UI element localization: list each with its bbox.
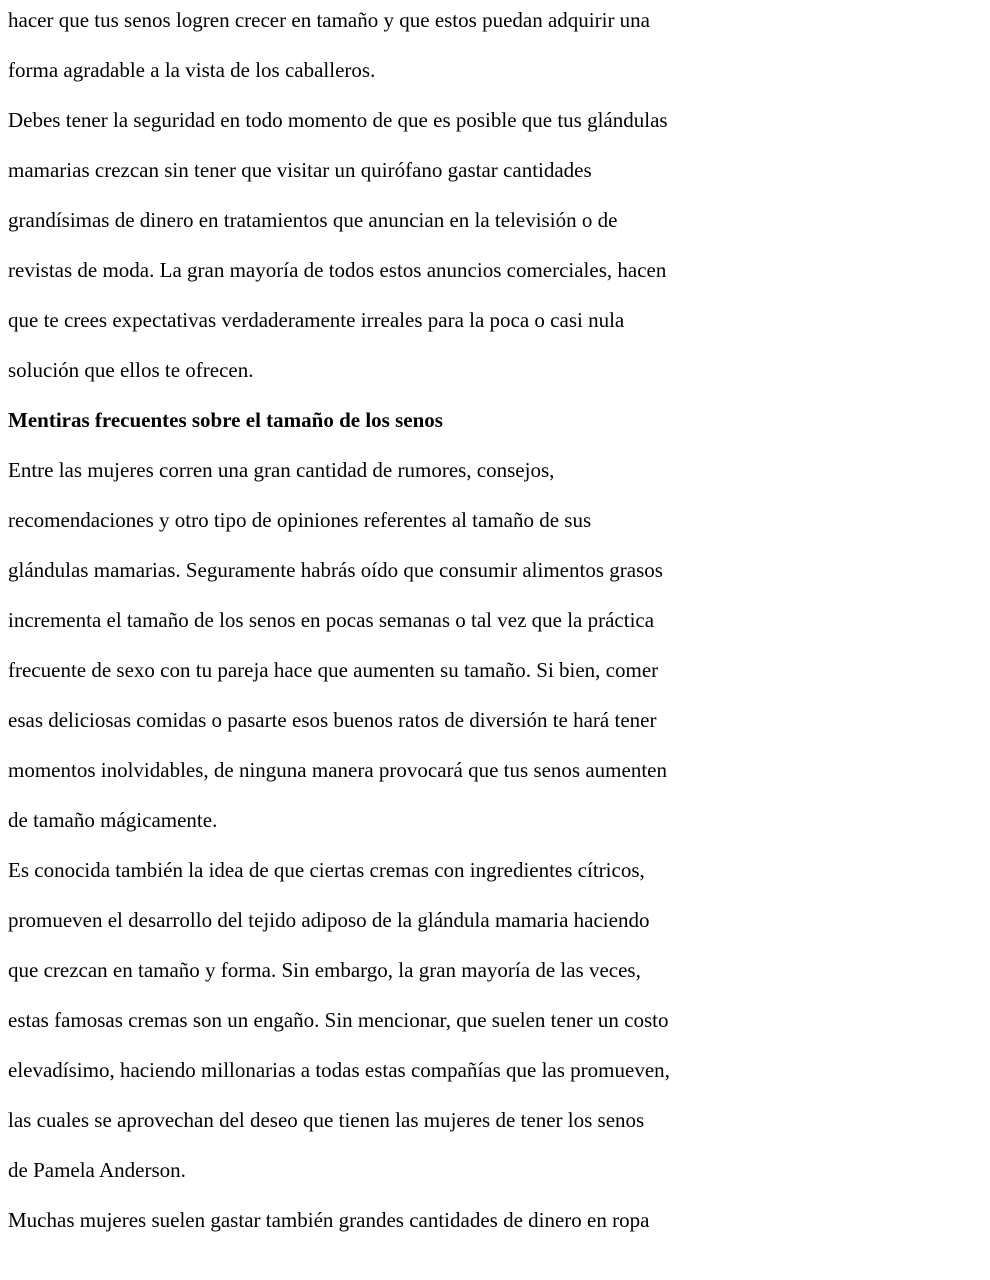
document-page <box>8 0 983 1250</box>
text-line: incrementa el tamaño de los senos en pocas semanas o tal vez que la práctica <box>8 608 655 632</box>
text-line: elevadísimo, haciendo millonarias a todas estas compañías que las promueven, <box>8 1058 670 1082</box>
text-line: hacer que tus senos logren crecer en tamaño y que estos puedan adquirir una <box>8 8 651 32</box>
text-line: frecuente de sexo con tu pareja hace que aumenten su tamaño. Si bien, comer <box>8 658 659 682</box>
paragraph <box>8 1200 983 1250</box>
text-line: Es conocida también la idea de que ciertas cremas con ingredientes cítricos, <box>8 858 645 882</box>
text-line: que te crees expectativas verdaderamente irreales para la poca o casi nula <box>8 308 625 332</box>
section-heading-text: Mentiras frecuentes sobre el tamaño de los senos <box>8 408 443 432</box>
text-line: recomendaciones y otro tipo de opiniones referentes al tamaño de sus <box>8 508 592 532</box>
text-line: glándulas mamarias. Seguramente habrás oído que consumir alimentos grasos <box>8 558 663 582</box>
text-line: de Pamela Anderson. <box>8 1158 186 1182</box>
text-line: mamarias crezcan sin tener que visitar un quirófano gastar cantidades <box>8 158 592 182</box>
text-line: promueven el desarrollo del tejido adiposo de la glándula mamaria haciendo <box>8 908 650 932</box>
text-line: esas deliciosas comidas o pasarte esos buenos ratos de diversión te hará tener <box>8 708 657 732</box>
text-line: momentos inolvidables, de ninguna manera provocará que tus senos aumenten <box>8 758 667 782</box>
text-line: grandísimas de dinero en tratamientos que anuncian en la televisión o de <box>8 208 618 232</box>
paragraph <box>8 0 983 100</box>
paragraph <box>8 100 983 400</box>
text-line: de tamaño mágicamente. <box>8 808 218 832</box>
text-line: solución que ellos te ofrecen. <box>8 358 254 382</box>
text-line: las cuales se aprovechan del deseo que tienen las mujeres de tener los senos <box>8 1108 645 1132</box>
text-line: forma agradable a la vista de los caballeros. <box>8 58 376 82</box>
text-line: que crezcan en tamaño y forma. Sin embargo, la gran mayoría de las veces, <box>8 958 641 982</box>
text-line: revistas de moda. La gran mayoría de todos estos anuncios comerciales, hacen <box>8 258 667 282</box>
text-line: Entre las mujeres corren una gran cantidad de rumores, consejos, <box>8 458 555 482</box>
text-line: estas famosas cremas son un engaño. Sin mencionar, que suelen tener un costo <box>8 1008 669 1032</box>
paragraph <box>8 850 983 1200</box>
text-line: Debes tener la seguridad en todo momento de que es posible que tus glándulas <box>8 108 668 132</box>
paragraph <box>8 450 983 850</box>
section-heading <box>8 400 983 450</box>
text-line: Muchas mujeres suelen gastar también grandes cantidades de dinero en ropa <box>8 1208 650 1232</box>
